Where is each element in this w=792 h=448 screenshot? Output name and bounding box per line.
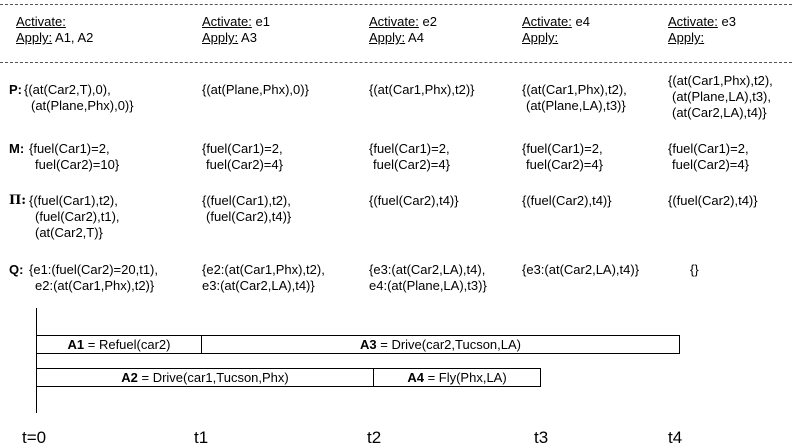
activate-value: e2 (418, 14, 437, 29)
header-col-3 (522, 14, 590, 46)
m-cell-2: {fuel(Car1)=2, fuel(Car2)=4} (369, 141, 450, 172)
q-cell-2: {e3:(at(Car2,LA),t4), e4:(at(Plane,LA),t3)} (369, 262, 487, 293)
row-label-q: Q: (9, 262, 24, 277)
action-a2-id: A2 (121, 370, 138, 385)
action-a1-id: A1 (67, 337, 85, 352)
pi-cell-1: {(fuel(Car1),t2), (fuel(Car2),t4)} (202, 193, 292, 224)
header-col-0 (16, 14, 93, 46)
pi-cell-3: {(fuel(Car2),t4)} (522, 193, 612, 208)
apply-label: Apply: (369, 30, 406, 45)
m-cell-1: {fuel(Car1)=2, fuel(Car2)=4} (202, 141, 283, 172)
p-cell-0: {(at(Car2,T),0), (at(Plane,Phx),0)} (24, 82, 134, 113)
action-a4-box (373, 368, 541, 387)
action-a4-text: = Fly(Phx,LA) (423, 370, 507, 385)
action-a2-box (36, 368, 374, 387)
activate-label: Activate: (369, 14, 419, 29)
timeline-axis (36, 308, 37, 413)
row-label-p: P: (9, 82, 23, 97)
q-cell-3: {e3:(at(Car2,LA),t4)} (522, 262, 640, 277)
activate-label: Activate: (668, 14, 718, 29)
row-label-pi: Π: (9, 193, 27, 208)
action-a2-text: = Drive(car1,Tucson,Phx) (137, 370, 289, 385)
action-a3-box (201, 335, 680, 354)
apply-value: A4 (405, 30, 424, 45)
header-dashed-line (0, 62, 792, 63)
pi-cell-0: {(fuel(Car1),t2), (fuel(Car2),t1), (at(Car2,T)} (29, 193, 120, 240)
header-col-1 (202, 14, 270, 46)
time-tick-t0: t=0 (22, 428, 47, 447)
time-tick-t3: t3 (534, 428, 549, 447)
activate-label: Activate: (202, 14, 252, 29)
time-tick-t2: t2 (367, 428, 382, 447)
action-a3-text: = Drive(car2,Tucson,LA) (376, 337, 521, 352)
action-a1-box (36, 335, 202, 354)
action-a1-text: = Refuel(car2) (84, 337, 171, 352)
p-cell-1: {(at(Plane,Phx),0)} (202, 82, 309, 97)
m-cell-0: {fuel(Car1)=2, fuel(Car2)=10} (29, 141, 120, 172)
time-tick-t4: t4 (668, 428, 683, 447)
header-col-4 (668, 14, 736, 46)
q-cell-4: {} (690, 262, 699, 277)
apply-value: A1, A2 (52, 30, 94, 45)
q-cell-0: {e1:(fuel(Car2)=20,t1), e2:(at(Car1,Phx),t2)} (29, 262, 158, 293)
p-cell-4: {(at(Car1,Phx),t2), (at(Plane,LA),t3), (at(Car2,LA),t4)} (668, 73, 773, 120)
header-col-2 (369, 14, 437, 46)
m-cell-3: {fuel(Car1)=2, fuel(Car2)=4} (522, 141, 603, 172)
time-tick-t1: t1 (194, 428, 209, 447)
apply-label: Apply: (668, 30, 705, 45)
p-cell-3: {(at(Car1,Phx),t2), (at(Plane,LA),t3)} (522, 82, 627, 113)
pi-cell-4: {(fuel(Car2),t4)} (668, 193, 758, 208)
action-a4-id: A4 (407, 370, 424, 385)
apply-value: A3 (238, 30, 257, 45)
action-a3-id: A3 (360, 337, 377, 352)
top-dashed-line (0, 4, 792, 5)
row-label-m: M: (9, 141, 25, 156)
q-cell-1: {e2:(at(Car1,Phx),t2), e3:(at(Car2,LA),t4)} (202, 262, 325, 293)
apply-label: Apply: (16, 30, 53, 45)
activate-value: e3 (717, 14, 736, 29)
activate-label: Activate: (16, 14, 66, 29)
m-cell-4: {fuel(Car1)=2, fuel(Car2)=4} (668, 141, 749, 172)
apply-label: Apply: (522, 30, 559, 45)
activate-label: Activate: (522, 14, 572, 29)
pi-cell-2: {(fuel(Car2),t4)} (369, 193, 459, 208)
activate-value: e4 (571, 14, 590, 29)
apply-label: Apply: (202, 30, 239, 45)
activate-value: e1 (251, 14, 270, 29)
p-cell-2: {(at(Car1,Phx),t2)} (369, 82, 475, 97)
